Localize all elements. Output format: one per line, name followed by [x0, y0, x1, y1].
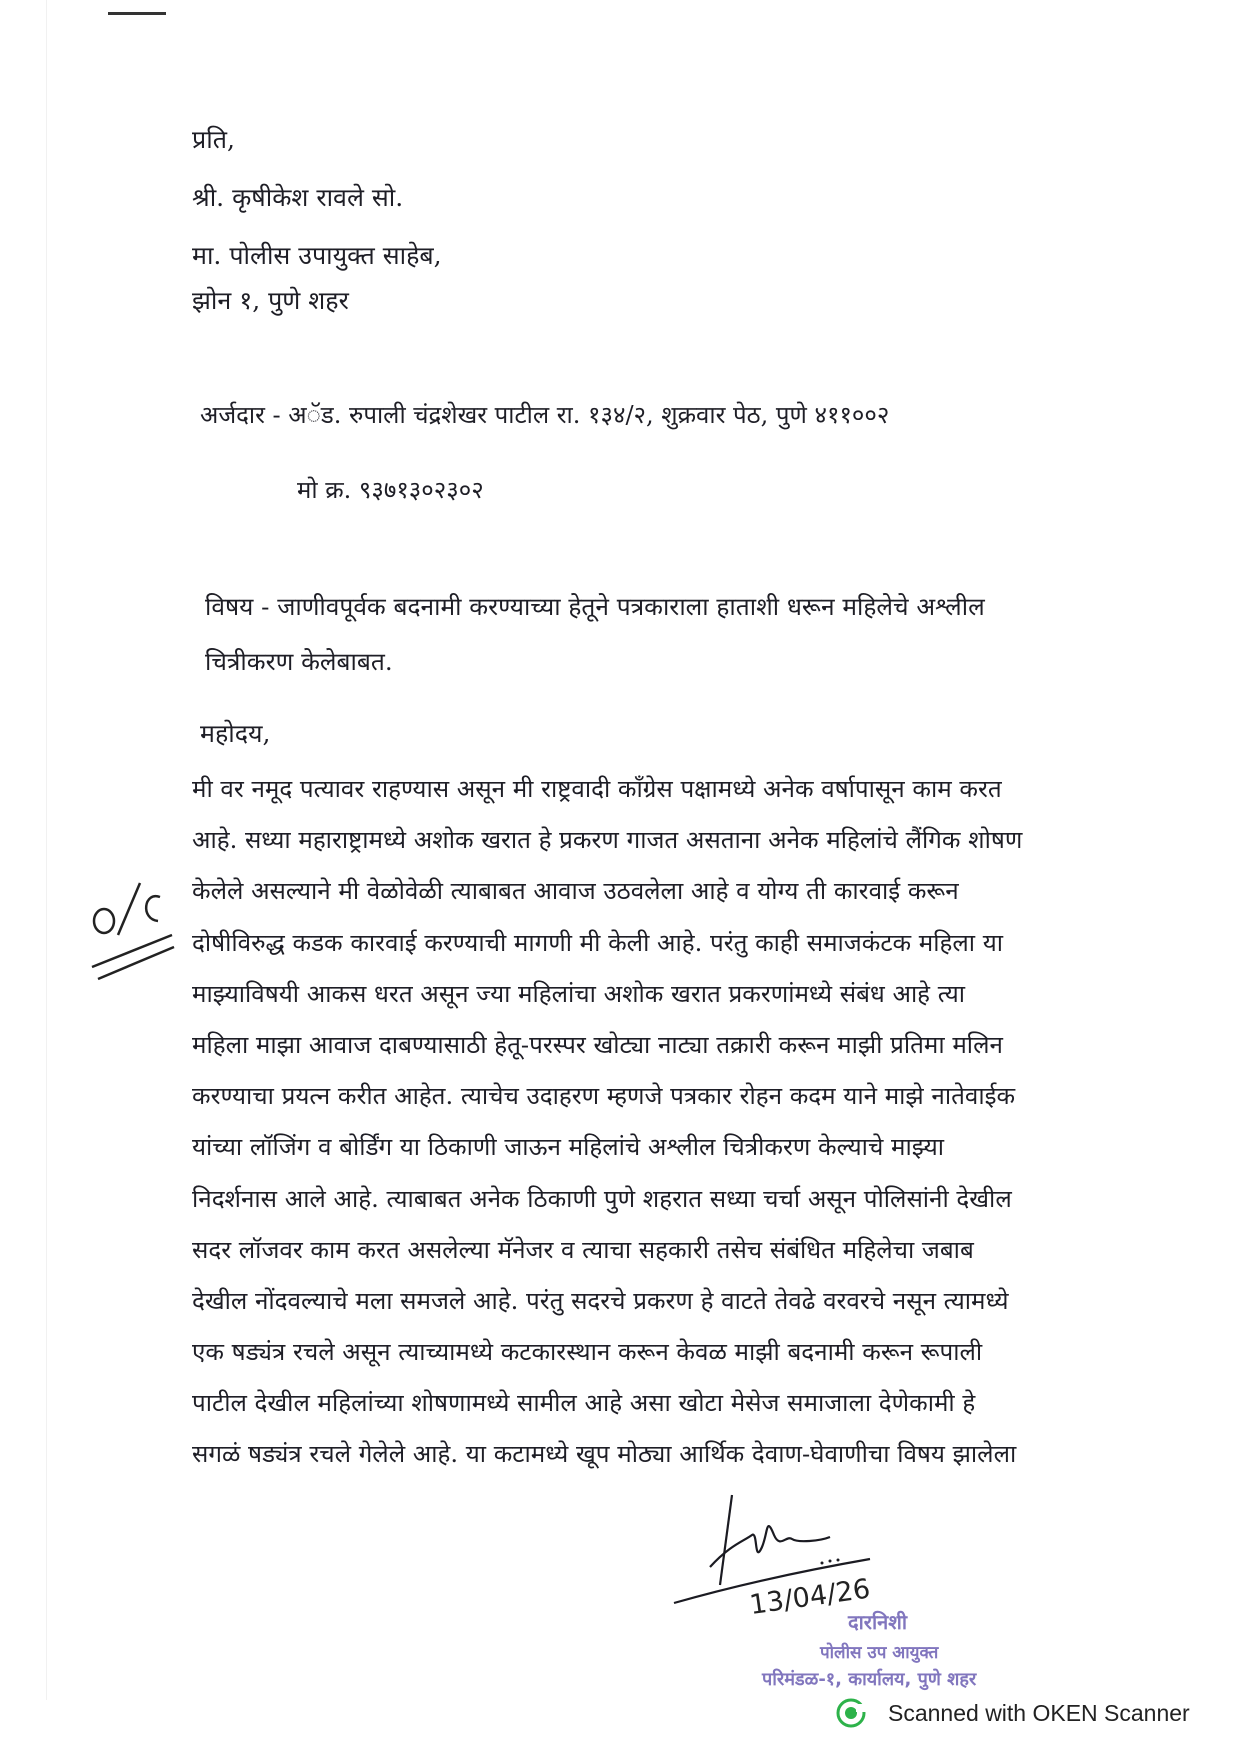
- body-line: यांच्या लॉजिंग व बोर्डिंग या ठिकाणी जाऊन महिलांचे अश्लील चित्रीकरण केल्याचे माझ्या: [192, 1133, 945, 1162]
- scanner-watermark: Scanned with OKEN Scanner: [888, 1700, 1190, 1726]
- applicant-line: अर्जदार - अॅड. रुपाली चंद्रशेखर पाटील रा. १३४/२, शुक्रवार पेठ, पुणे ४११००२: [200, 401, 890, 429]
- received-date: 13/04/26: [747, 1573, 873, 1621]
- body-line: आहे. सध्या महाराष्ट्रामध्ये अशोक खरात हे प्रकरण गाजत असताना अनेक महिलांचे लैंगिक शोषण: [192, 826, 1023, 855]
- body-line: सगळं षड्यंत्र रचले गेलेले आहे. या कटामध्ये खूप मोठ्या आर्थिक देवाण-घेवाणीचा विषय झालेला: [192, 1440, 1017, 1469]
- stamp-line-2: पोलीस उप आयुक्त: [820, 1643, 939, 1663]
- body-line: करण्याचा प्रयत्न करीत आहेत. त्याचेच उदाहरण म्हणजे पत्रकार रोहन कदम याने माझे नातेवाईक: [192, 1082, 1016, 1111]
- paper-edge: [46, 0, 47, 1700]
- body-line: पाटील देखील महिलांच्या शोषणामध्ये सामील आहे असा खोटा मेसेज समाजाला देणेकामी हे: [192, 1389, 976, 1418]
- subject-line-1: विषय - जाणीवपूर्वक बदनामी करण्याच्या हेतूने पत्रकाराला हाताशी धरून महिलेचे अश्लील: [205, 592, 985, 621]
- greeting: महोदय,: [200, 719, 271, 748]
- body-paragraph: [192, 764, 1062, 1481]
- margin-note-oc: [88, 875, 188, 985]
- applicant-mobile: मो क्र. ९३७१३०२३०२: [297, 476, 484, 504]
- body-line: माझ्याविषयी आकस धरत असून ज्या महिलांचा अशोक खरात प्रकरणांमध्ये संबंध आहे त्या: [192, 979, 966, 1008]
- body-line: मी वर नमूद पत्यावर राहण्यास असून मी राष्ट्रवादी कॉंग्रेस पक्षामध्ये अनेक वर्षापासून काम करत: [192, 775, 1002, 803]
- body-line: सदर लॉजवर काम करत असलेल्या मॅनेजर व त्याचा सहकारी तसेच संबंधित महिलेचा जबाब: [192, 1235, 974, 1264]
- body-line: महिला माझा आवाज दाबण्यासाठी हेतू-परस्पर खोट्या नाट्या तक्रारी करून माझी प्रतिमा मलिन: [192, 1030, 1003, 1059]
- scanner-logo-icon: [836, 1698, 866, 1728]
- body-line: दोषीविरुद्ध कडक कारवाई करण्याची मागणी मी केली आहे. परंतु काही समाजकंटक महिला या: [192, 928, 1003, 957]
- body-line: निदर्शनास आले आहे. त्याबाबत अनेक ठिकाणी पुणे शहरात सध्या चर्चा असून पोलिसांनी देखील: [192, 1184, 1012, 1213]
- subject-line-2: चित्रीकरण केलेबाबत.: [205, 647, 393, 676]
- stamp-line-3: परिमंडळ-१, कार्यालय, पुणे शहर: [762, 1669, 977, 1690]
- stamp-line-1: दारनिशी: [848, 1610, 908, 1634]
- address-salutation: प्रति,: [192, 125, 235, 154]
- top-rule: [108, 12, 166, 15]
- address-designation: मा. पोलीस उपायुक्त साहेब,: [192, 241, 442, 270]
- address-name: श्री. कृषीकेश रावले सो.: [192, 183, 404, 212]
- body-line: एक षड्यंत्र रचले असून त्याच्यामध्ये कटकारस्थान करून केवळ माझी बदनामी करून रूपाली: [192, 1338, 983, 1367]
- body-line: केलेले असल्याने मी वेळोवेळी त्याबाबत आवाज उठवलेला आहे व योग्य ती कारवाई करून: [192, 877, 959, 906]
- address-zone: झोन १, पुणे शहर: [192, 286, 349, 315]
- body-line: देखील नोंदवल्याचे मला समजले आहे. परंतु सदरचे प्रकरण हे वाटते तेवढे वरवरचे नसून त्यामध्ये: [192, 1286, 1009, 1315]
